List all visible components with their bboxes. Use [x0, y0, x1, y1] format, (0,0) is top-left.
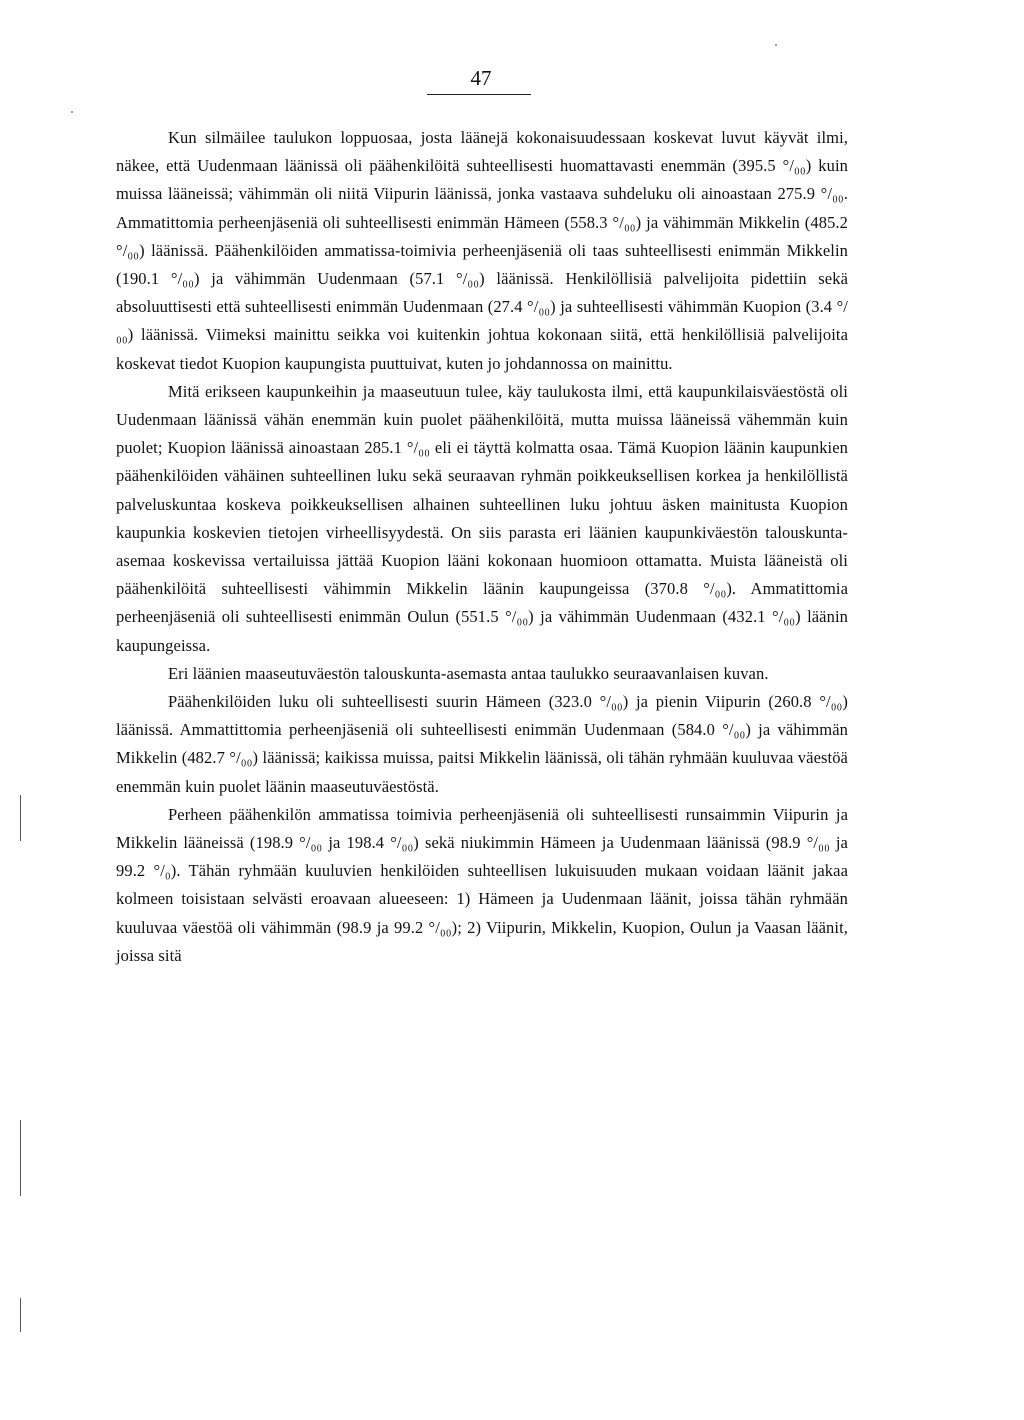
margin-mark — [20, 795, 21, 841]
paragraph-rural-heads: Päähenkilöiden luku oli suhteellisesti suurin Hämeen (323.0 °/₀₀) ja pienin Viipurin (260.8 °/₀₀) läänissä. Ammattittomia perheenjäseniä oli suhteellisesti enimmän Uudenmaan (584.0 °/₀₀) ja vähimmän Mikkelin (482.7 °/₀₀) läänissä; kaikissa muissa, paitsi Mikkelin läänissä, oli tähän ryhmään kuuluvaa väestöä enemmän kuin puolet läänin maaseutuväestöstä. — [116, 692, 848, 796]
paragraph-family-members: Perheen päähenkilön ammatissa toimivia perheenjäseniä oli suhteellisesti runsaimmin Viipurin ja Mikkelin lääneissä (198.9 °/₀₀ ja 198.4 °/₀₀) sekä niukimmin Hämeen ja Uudenmaan läänissä (98.9 °/₀₀ ja 99.2 °/₀). Tähän ryhmään kuuluvien henkilöiden suhteellisen lukuisuuden mukaan voidaan läänit jakaa kolmeen toisistaan selvästi eroavaan alueeseen: 1) Hämeen ja Uudenmaan läänit, joissa tähän ryhmään kuuluvaa väestöä oli vähimmän (98.9 ja 99.2 °/₀₀); 2) Viipurin, Mikkelin, Kuopion, Oulun ja Vaasan läänit, joissa sitä — [116, 804, 848, 965]
paragraph-urban-population: Mitä erikseen kaupunkeihin ja maaseutuun tulee, käy taulukosta ilmi, että kaupunkilaisväestöstä oli Uudenmaan läänissä vähän enemmän kuin puolet päähenkilöitä, mutta muissa lääneissä vähemmän kuin puolet; Kuopion läänissä ainoastaan 285.1 °/₀₀ eli ei täyttä kolmatta osaa. Tämä Kuopion läänin kaupunkien päähenkilöiden vähäinen suhteellinen luku sekä seuraavan ryhmän poikkeuksellisen korkea ja henkilöllistä palveluskuntaa koskeva poikkeuksellisen alhainen suhteellinen luku johtuu äsken mainitusta Kuopion kaupunkia koskevien tietojen virheellisyydestä. On siis parasta eri läänien kaupunkiväestön talouskunta-asemaa koskevissa vertailuissa jättää Kuopion lääni kokonaan huomioon ottamatta. Muista lääneistä oli päähenkilöitä suhteellisesti vähimmin Mikkelin läänin kaupungeissa (370.8 °/₀₀). Ammatittomia perheenjäseniä oli suhteellisesti enimmän Oulun (551.5 °/₀₀) ja vähimmän Uudenmaan (432.1 °/₀₀) läänin kaupungeissa. — [116, 381, 848, 655]
body-text — [116, 124, 848, 970]
page-number: 47 — [470, 66, 492, 90]
margin-mark — [20, 1298, 21, 1332]
margin-mark — [20, 1120, 21, 1196]
print-speck — [775, 44, 777, 46]
paragraph-rural-intro: Eri läänien maaseutuväestön talouskunta-asemasta antaa taulukko seuraavanlaisen kuvan. — [168, 663, 769, 683]
page-number-rule — [427, 94, 531, 95]
paragraph-provinces-summary: Kun silmäilee taulukon loppuosaa, josta läänejä kokonaisuudessaan koskevat luvut käyvät ilmi, näkee, että Uudenmaan läänissä oli päähenkilöitä suhteellisesti huomattavasti enemmän (395.5 °/₀₀) kuin muissa lääneissä; vähimmän oli niitä Viipurin läänissä, jonka vastaava suhdeluku oli ainoastaan 275.9 °/₀₀. Ammatittomia perheenjäseniä oli suhteellisesti enimmän Hämeen (558.3 °/₀₀) ja vähimmän Mikkelin (485.2 °/₀₀) läänissä. Päähenkilöiden ammatissa-toimivia perheenjäseniä oli taas suhteellisesti enimmän Mikkelin (190.1 °/₀₀) ja vähimmän Uudenmaan (57.1 °/₀₀) läänissä. Henkilöllisiä palvelijoita pidettiin sekä absoluuttisesti että suhteellisesti enimmän Uudenmaan (27.4 °/₀₀) ja suhteellisesti vähimmän Kuopion (3.4 °/₀₀) läänissä. Viimeksi mainittu seikka voi kuitenkin johtua kokonaan siitä, että henkilöllisiä palvelijoita koskevat tiedot Kuopion kaupungista puuttuivat, kuten jo johdannossa on mainittu. — [116, 128, 848, 373]
print-speck — [71, 111, 73, 113]
